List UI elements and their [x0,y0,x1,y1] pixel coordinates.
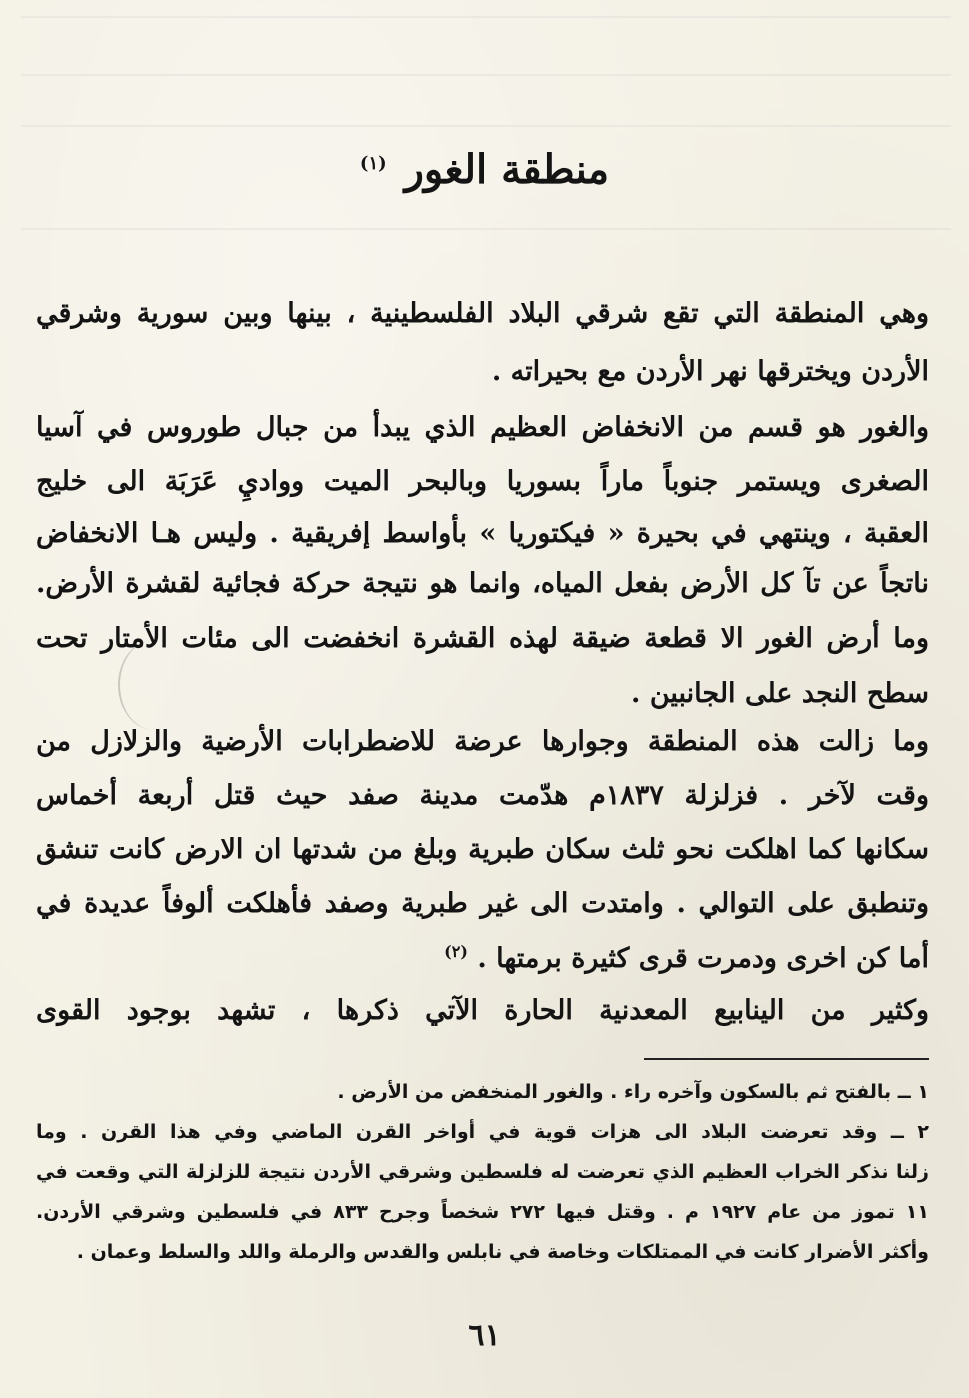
body-line: والغور هو قسم من الانخفاض العظيم الذي يبدأ من جبال طوروس في آسيا [36,412,929,443]
footnote-line: زلنا نذكر الخراب العظيم الذي تعرضت له فلسطين وشرقي الأردن نتيجة للزلزلة التي وقعت في [36,1161,929,1183]
body-line [36,944,929,972]
title-footnote-marker: (١) [359,152,387,174]
show-through-line [21,228,951,230]
body-line: وما زالت هذه المنطقة وجوارها عرضة للاضطرابات الأرضية والزلازل من [36,726,929,757]
body-line: وما أرض الغور الا قطعة ضيقة لهذه القشرة انخفضت الى مئات الأمتار تحت [36,623,929,654]
body-line: وتنطبق على التوالي . وامتدت الى غير طبرية وصفد فأهلكت ألوفاً عديدة في [36,888,929,919]
body-line: الأردن ويخترقها نهر الأردن مع بحيراته . [491,356,929,387]
body-line: ناتجاً عن تآ كل الأرض بفعل المياه، وانما هو نتيجة حركة فجائية لقشرة الأرض. [36,568,929,599]
page-title-text: منطقة الغور [404,146,610,193]
body-footnote-marker: (٢) [444,942,468,961]
body-line: الصغرى ويستمر جنوباً ماراً بسوريا وبالبحر الميت وواديِ عَرَبَة الى خليج [36,466,929,497]
footnote-line: ٢ ــ وقد تعرضت البلاد الى هزات قوية في أواخر القرن الماضي وفي هذا القرن . وما [36,1121,929,1143]
body-line: وقت لآخر . فزلزلة ١٨٣٧م هدّمت مدينة صفد حيث قتل أربعة أخماس [36,780,930,811]
body-line: وكثير من الينابيع المعدنية الحارة الآتي ذكرها ، تشهد بوجود القوى [36,995,929,1026]
footnote-line: وأكثر الأضرار كانت في الممتلكات وخاصة في نابلس والقدس والرملة واللد والسلط وعمان . [76,1241,929,1263]
page-title [0,146,969,193]
show-through-line [21,74,951,76]
footnote-line: ١ ــ بالفتح ثم بالسكون وآخره راء . والغور المنخفض من الأرض . [337,1081,929,1103]
show-through-line [21,125,951,127]
body-line: سطح النجد على الجانبين . [631,678,929,709]
body-line-text: أما كن اخرى ودمرت قرى كثيرة برمتها . [477,943,929,974]
body-line: سكانها كما اهلكت نحو ثلث سكان طبرية وبلغ من شدتها ان الارض كانت تنشق [36,834,929,865]
show-through-line [21,16,951,18]
body-line: العقبة ، وينتهي في بحيرة « فيكتوريا » بأواسط إفريقية . وليس هـا الانخفاض [36,518,929,549]
page-number: ٦١ [468,1318,501,1353]
footnote-line: ١١ تموز من عام ١٩٢٧ م . وقتل فيها ٢٧٢ شخصاً وجرح ٨٣٣ في فلسطين وشرقي الأردن. [36,1201,929,1223]
footnote-separator [644,1058,929,1060]
body-line: وهي المنطقة التي تقع شرقي البلاد الفلسطينية ، بينها وبين سورية وشرقي [36,298,929,329]
